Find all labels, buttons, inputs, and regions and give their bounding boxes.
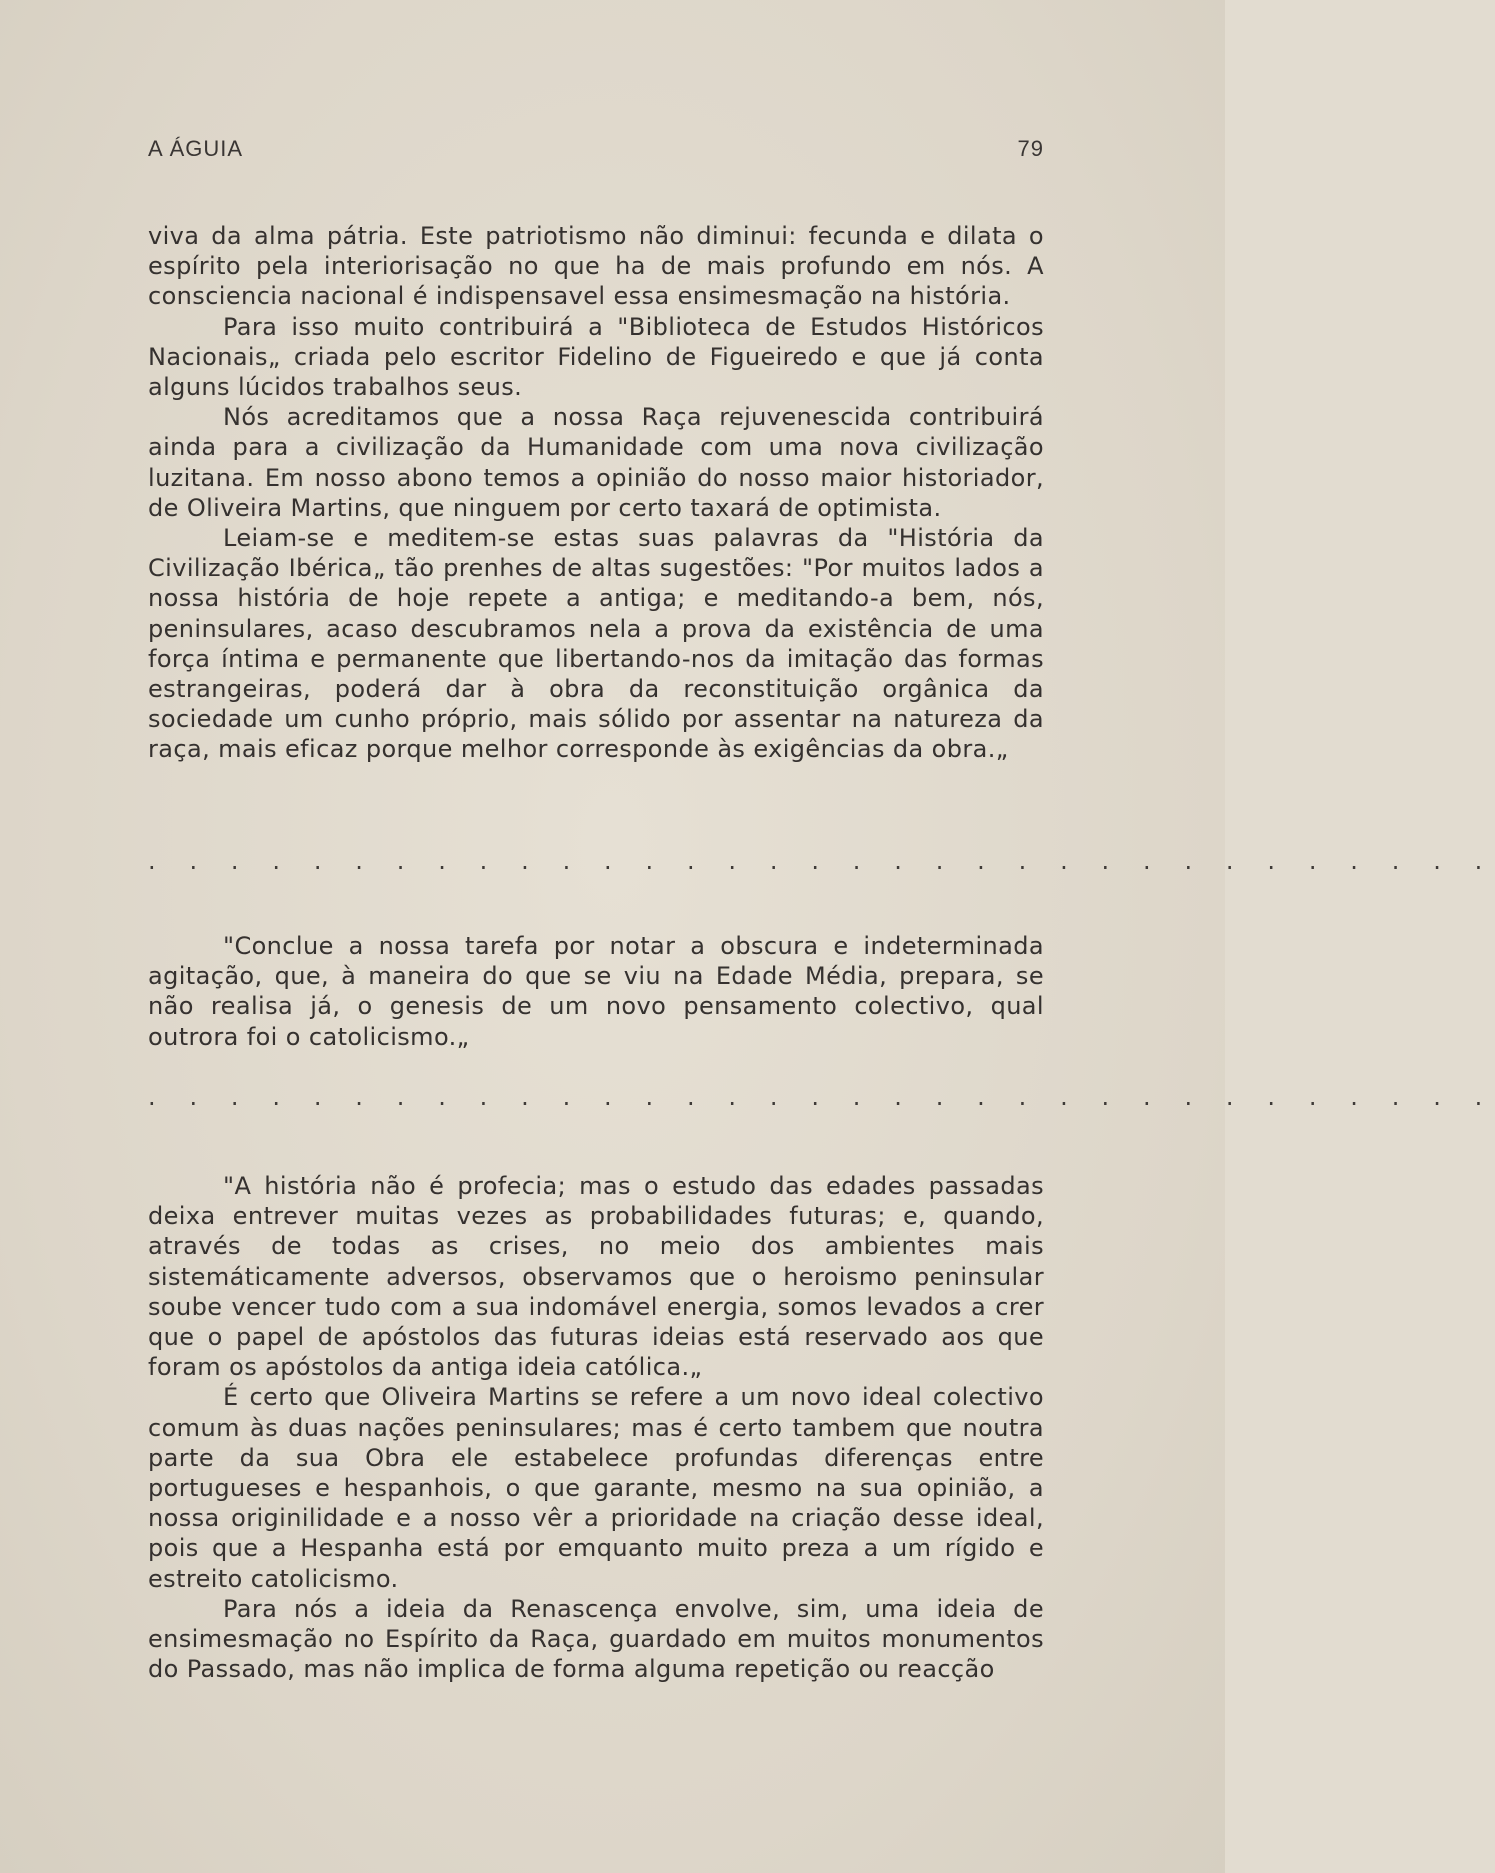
dotted-separator: . . . . . . . . . . . . . . . . . . . . . . . . . . . . . . . . .: [148, 847, 1495, 875]
paragraph: Leiam-se e meditem-se estas suas palavras da "História da Civilização Ibérica„ tão prenhes de altas sugestões: "Por muitos lados a nossa história de hoje repete a antiga; e meditando-a bem, nós, peninsulares, acaso descubramos nela a prova da existência de uma força íntima e permanente que libertando-nos da imitação das formas estrangeiras, poderá dar à obra da reconstituição orgânica da sociedade um cunho próprio, mais sólido por assentar na natureza da raça, mais eficaz porque melhor corresponde às exigências da obra.„: [148, 524, 1044, 764]
paragraph: Para isso muito contribuirá a "Biblioteca de Estudos Históricos Nacionais„ criada pelo escritor Fidelino de Figueiredo e que já conta alguns lúcidos trabalhos seus.: [148, 312, 1044, 402]
quote-paragraph: "A história não é profecia; mas o estudo das edades passadas deixa entrever muitas vezes as probabilidades futuras; e, quando, através de todas as crises, no meio dos ambientes mais sistemáticamente adversos, observamos que o heroismo peninsular soube vencer tudo com a sua indomável energia, somos levados a crer que o papel de apóstolos das futuras ideias está reservado aos que foram os apóstolos da antiga ideia católica.„: [148, 1172, 1044, 1382]
paragraph: Nós acreditamos que a nossa Raça rejuvenescida contribuirá ainda para a civilização da Humanidade com uma nova civilização luzitana. Em nosso abono temos a opinião do nosso maior historiador, de Oliveira Martins, que ninguem por certo taxará de optimista.: [148, 403, 1044, 522]
text-section-1: [148, 221, 1044, 765]
quote-paragraph: "Conclue a nossa tarefa por notar a obscura e indeterminada agitação, que, à maneira do que se viu na Edade Média, prepara, se não realisa já, o genesis de um novo pensamento colectivo, qual outrora foi o catolicismo.„: [148, 932, 1044, 1051]
paragraph: Para nós a ideia da Renascença envolve, sim, uma ideia de ensimesmação no Espírito da Raça, guardado em muitos monumentos do Passado, mas não implica de forma alguma repetição ou reacção: [148, 1594, 1044, 1684]
text-section-3: [148, 1171, 1044, 1684]
running-title: A ÁGUIA: [148, 136, 244, 161]
paragraph: viva da alma pátria. Este patriotismo não diminui: fecunda e dilata o espírito pela interiorisação no que ha de mais profundo em nós. A consciencia nacional é indispensavel essa ensimesmação na história.: [148, 222, 1044, 311]
dotted-separator: . . . . . . . . . . . . . . . . . . . . . . . . . . . . . . . . .: [148, 1083, 1495, 1111]
page-number: 79: [1017, 136, 1044, 161]
page-header: [148, 136, 1044, 170]
text-section-2: [148, 931, 1044, 1052]
paragraph: É certo que Oliveira Martins se refere a um novo ideal colectivo comum às duas nações peninsulares; mas é certo tambem que noutra parte da sua Obra ele estabelece profundas diferenças entre portugueses e hespanhois, o que garante, mesmo na sua opinião, a nossa originilidade e a nosso vêr a prioridade na criação desse ideal, pois que a Hespanha está por emquanto muito preza a um rígido e estreito catolicismo.: [148, 1383, 1044, 1593]
